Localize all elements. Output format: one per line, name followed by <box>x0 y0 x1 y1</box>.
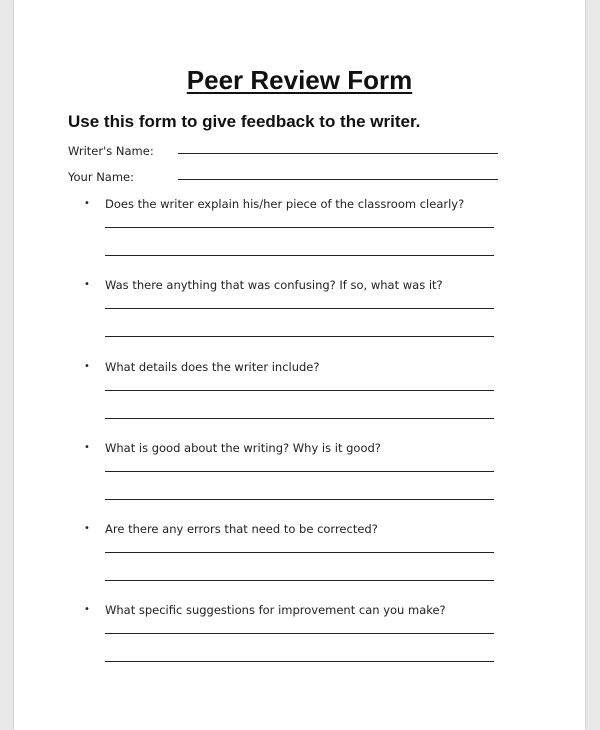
your-name-field <box>68 169 498 185</box>
form-instructions: Use this form to give feedback to the writer. <box>68 112 421 131</box>
question-text: Was there anything that was confusing? If so, what was it? <box>105 278 443 292</box>
your-name-line[interactable] <box>178 179 498 180</box>
page-title-text: Peer Review Form <box>186 65 413 95</box>
writers-name-label: Writer's Name: <box>68 144 154 158</box>
answer-line[interactable] <box>105 255 494 256</box>
answer-line[interactable] <box>105 633 494 634</box>
writers-name-field <box>68 143 498 159</box>
question-item <box>84 521 504 601</box>
question-text: Does the writer explain his/her piece of the classroom clearly? <box>105 197 465 211</box>
answer-line[interactable] <box>105 552 494 553</box>
answer-line[interactable] <box>105 418 494 419</box>
question-item <box>84 277 504 357</box>
answer-line[interactable] <box>105 336 494 337</box>
question-item <box>84 440 504 520</box>
bullet-icon: • <box>84 198 90 209</box>
question-text: What is good about the writing? Why is it good? <box>105 441 381 455</box>
answer-line[interactable] <box>105 499 494 500</box>
question-text: What specific suggestions for improvement can you make? <box>105 603 446 617</box>
question-text: Are there any errors that need to be corrected? <box>105 522 378 536</box>
bullet-icon: • <box>84 604 90 615</box>
question-item <box>84 359 504 439</box>
answer-line[interactable] <box>105 390 494 391</box>
bullet-icon: • <box>84 523 90 534</box>
bullet-icon: • <box>84 279 90 290</box>
bullet-icon: • <box>84 361 90 372</box>
answer-line[interactable] <box>105 227 494 228</box>
bullet-icon: • <box>84 442 90 453</box>
answer-line[interactable] <box>105 580 494 581</box>
question-text: What details does the writer include? <box>105 360 320 374</box>
page-title <box>14 63 585 97</box>
your-name-label: Your Name: <box>68 170 135 184</box>
question-item <box>84 196 504 276</box>
answer-line[interactable] <box>105 308 494 309</box>
writers-name-line[interactable] <box>178 153 498 154</box>
document-page <box>14 0 585 730</box>
answer-line[interactable] <box>105 471 494 472</box>
question-item <box>84 602 504 682</box>
answer-line[interactable] <box>105 661 494 662</box>
